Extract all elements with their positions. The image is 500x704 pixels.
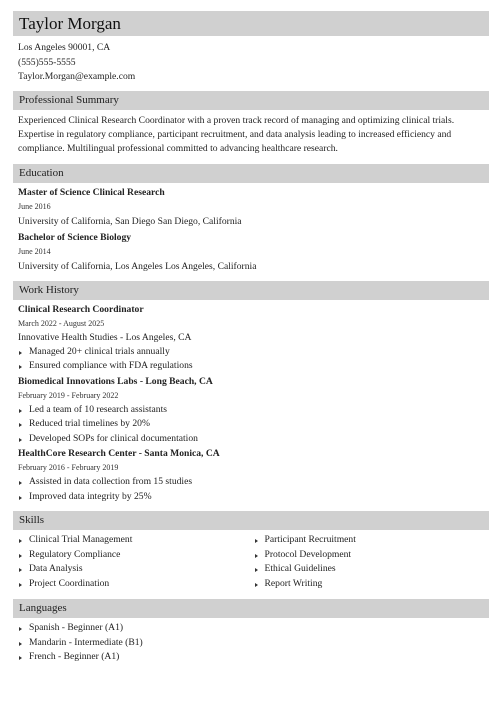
education-school: University of California, San Diego San Diego, California [18,215,242,227]
job-date: February 2016 - February 2019 [18,463,119,472]
education-degree: Master of Science Clinical Research [18,186,165,198]
job-employer: Innovative Health Studies - Los Angeles, CA [18,331,192,343]
language-item: Spanish - Beginner (A1) [18,621,489,636]
job-bullet: Assisted in data collection from 15 studies [18,475,489,490]
language-item: Mandarin - Intermediate (B1) [18,636,489,651]
job-bullet: Managed 20+ clinical trials annually [18,345,489,360]
resume-page [13,11,489,665]
job-bullets [18,475,489,504]
candidate-name: Taylor Morgan [13,11,489,36]
contact-email: Taylor.Morgan@example.com [18,71,136,82]
skills-column-right [254,533,490,591]
education-date: June 2014 [18,246,51,256]
job-title: HealthCore Research Center - Santa Monica, CA [18,448,220,459]
job-date: March 2022 - August 2025 [18,318,105,328]
education-degree: Bachelor of Science Biology [18,231,132,243]
skill-item: Clinical Trial Management [18,533,254,548]
contact-info [13,41,489,85]
skill-item: Protocol Development [254,548,490,563]
contact-location: Los Angeles 90001, CA [18,42,111,53]
education-list [13,186,489,275]
job-bullet: Improved data integrity by 25% [18,490,489,505]
language-bullets [18,621,489,665]
contact-phone: (555)555-5555 [18,56,76,68]
languages-list [13,621,489,665]
job-title: Clinical Research Coordinator [18,303,144,315]
job-bullet: Ensured compliance with FDA regulations [18,359,489,374]
languages-heading: Languages [13,599,489,618]
work-history-heading: Work History [13,281,489,300]
job-bullet: Reduced trial timelines by 20% [18,417,489,432]
skills-heading: Skills [13,511,489,530]
education-date: June 2016 [18,201,51,211]
summary-text: Experienced Clinical Research Coordinator with a proven track record of managing and optimizing clinical trials. Expertise in regulatory compliance, participant recruitment, and data analysis leading to increased efficiency and compliance. Multilingual professional committed to advancing healthcare research. [18,114,455,154]
job-bullets [18,403,489,447]
job-bullet: Developed SOPs for clinical documentation [18,432,489,447]
job-title: Biomedical Innovations Labs - Long Beach, CA [18,375,213,387]
job-bullets [18,345,489,374]
skill-item: Ethical Guidelines [254,562,490,577]
skill-item: Regulatory Compliance [18,548,254,563]
work-history-list [13,303,489,505]
skill-item: Project Coordination [18,577,254,592]
skill-item: Data Analysis [18,562,254,577]
job-date: February 2019 - February 2022 [18,390,119,400]
job-bullet: Led a team of 10 research assistants [18,403,489,418]
skill-item: Participant Recruitment [254,533,490,548]
skill-item: Report Writing [254,577,490,592]
skills-column-left [18,533,254,591]
summary-heading: Professional Summary [13,91,489,110]
education-school: University of California, Los Angeles Los Angeles, California [18,260,257,272]
language-item: French - Beginner (A1) [18,650,489,665]
skills-grid [13,533,489,591]
education-heading: Education [13,164,489,183]
